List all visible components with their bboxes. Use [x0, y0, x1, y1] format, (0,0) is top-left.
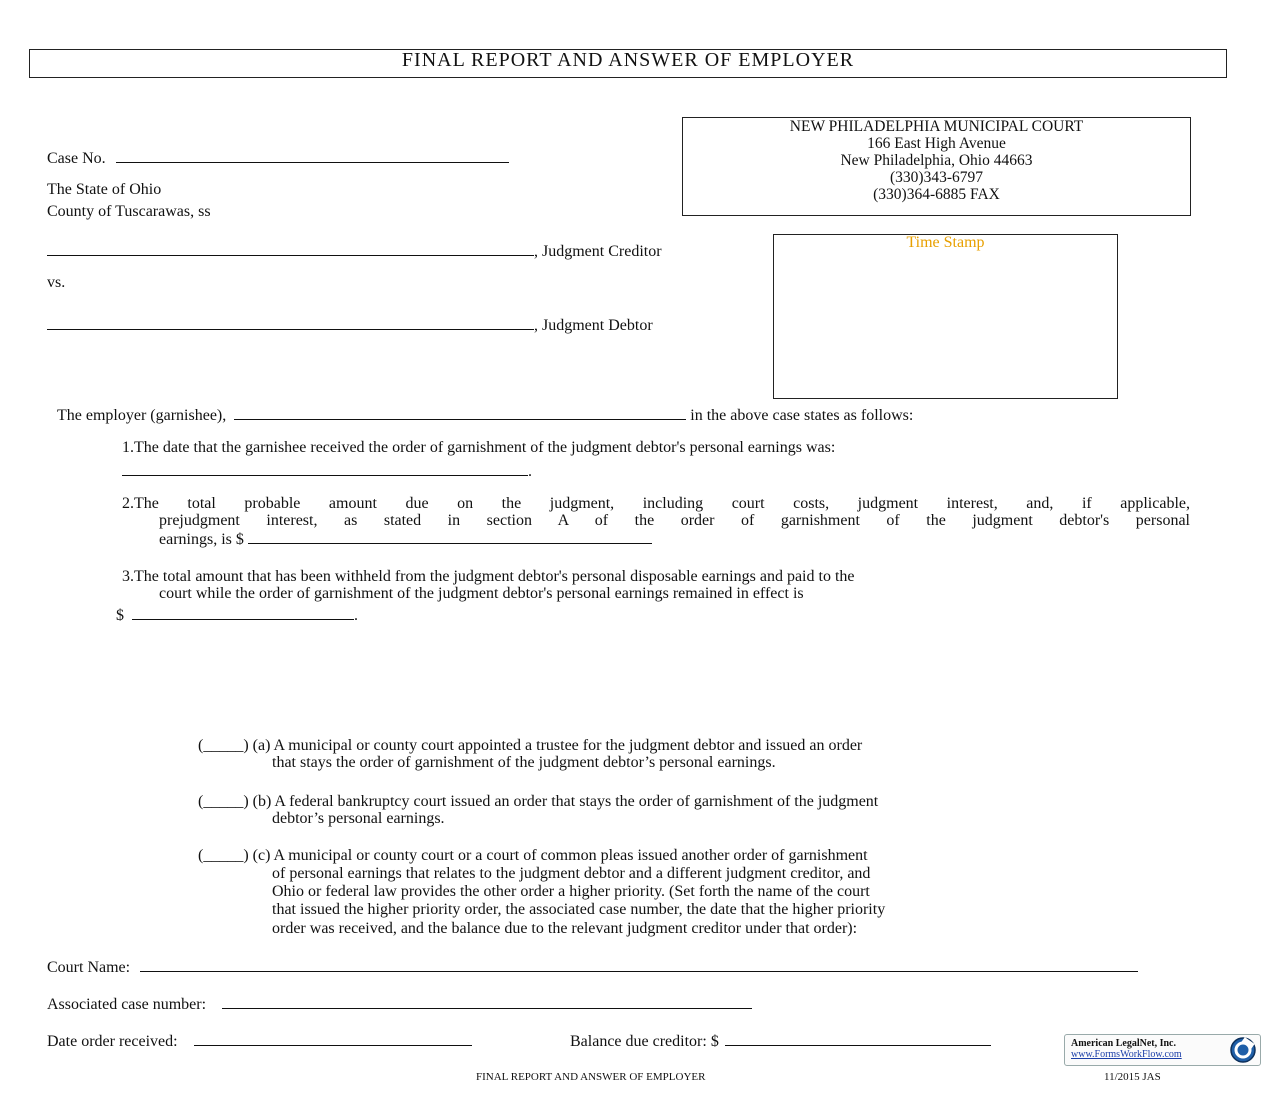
court-name-row: [47, 957, 1138, 977]
option-a-line2: that stays the order of garnishment of the judgment debtor’s personal earnings.: [272, 754, 776, 771]
item-1-end: .: [528, 463, 532, 480]
date-order-row: [47, 1031, 472, 1051]
employer-prefix: The employer (garnishee),: [57, 407, 227, 424]
option-c-line3: Ohio or federal law provides the other order a higher priority. (Set forth the name of the court: [272, 883, 870, 900]
option-c-line2: of personal earnings that relates to the judgment debtor and a different judgment creditor, and: [272, 865, 871, 882]
assoc-case-field[interactable]: [222, 994, 752, 1009]
case-no-row: [47, 148, 509, 168]
court-street: 166 East High Avenue: [867, 135, 1006, 152]
employer-row: [57, 405, 913, 425]
assoc-case-label: Associated case number:: [47, 996, 207, 1013]
globe-logo-icon: [1229, 1036, 1257, 1064]
court-phone: (330)343-6797: [890, 169, 983, 186]
state-label: The State of Ohio: [47, 181, 162, 198]
judgment-debtor-label: , Judgment Debtor: [534, 317, 653, 334]
court-fax: (330)364-6885 FAX: [873, 186, 1000, 203]
item-3-line2: court while the order of garnishment of the judgment debtor's personal earnings remained in effect is: [159, 585, 804, 602]
option-c-line1[interactable]: (_____) (c) A municipal or county court or a court of common pleas issued another order of garnishment: [198, 847, 868, 864]
item-2-line3: earnings, is $: [159, 531, 244, 548]
balance-row: [570, 1031, 991, 1051]
date-order-label: Date order received:: [47, 1033, 178, 1050]
judgment-debtor-field[interactable]: [47, 315, 534, 330]
time-stamp-label: Time Stamp: [906, 234, 985, 251]
probable-amount-field[interactable]: [248, 529, 652, 544]
judgment-creditor-field[interactable]: [47, 241, 534, 256]
option-a-line1[interactable]: (_____) (a) A municipal or county court appointed a trustee for the judgment debtor and issued an order: [198, 737, 863, 754]
item-1-text: 1.The date that the garnishee received the order of garnishment of the judgment debtor's personal earnings was:: [122, 439, 836, 456]
item-3-dollar: $: [116, 607, 124, 624]
badge-url[interactable]: www.FormsWorkFlow.com: [1071, 1049, 1182, 1060]
assoc-case-row: [47, 994, 752, 1014]
withheld-amount-field[interactable]: [132, 605, 354, 620]
court-name-label: Court Name:: [47, 959, 131, 976]
form-title: FINAL REPORT AND ANSWER OF EMPLOYER: [29, 49, 1227, 78]
option-c-line5: order was received, and the balance due to the relevant judgment creditor under that order):: [272, 920, 858, 937]
item-3-amount-row: [116, 605, 358, 625]
county-label: County of Tuscarawas, ss: [47, 203, 211, 220]
case-no-field[interactable]: [116, 148, 509, 163]
legalnet-badge[interactable]: [1064, 1034, 1261, 1066]
footer-code: 11/2015 JAS: [1104, 1071, 1161, 1083]
case-no-label: Case No.: [47, 150, 106, 167]
creditor-row: [47, 241, 662, 261]
versus-label: vs.: [47, 274, 66, 291]
debtor-row: [47, 315, 653, 335]
court-city: New Philadelphia, Ohio 44663: [840, 152, 1033, 169]
option-b-line2: debtor’s personal earnings.: [272, 810, 445, 827]
item-3-line1: 3.The total amount that has been withheld from the judgment debtor's personal disposable earnings and paid to the: [122, 568, 855, 585]
judgment-creditor-label: , Judgment Creditor: [534, 243, 662, 260]
item-2-line2: prejudgment interest, as stated in section A of the order of garnishment of the judgment debtor's personal: [159, 512, 1190, 529]
date-order-field[interactable]: [194, 1031, 472, 1046]
court-address-box: [682, 117, 1191, 216]
balance-label: Balance due creditor: $: [570, 1033, 719, 1050]
time-stamp-box: [773, 234, 1118, 399]
item-2-line3-row: [122, 529, 1190, 548]
item-1-answer-row: [122, 461, 532, 481]
employer-suffix: in the above case states as follows:: [690, 407, 914, 424]
item-2: [122, 495, 1190, 548]
item-3-end: .: [354, 607, 358, 624]
date-received-order-field[interactable]: [122, 461, 528, 476]
footer-title: FINAL REPORT AND ANSWER OF EMPLOYER: [476, 1071, 706, 1083]
court-name-field[interactable]: [140, 957, 1138, 972]
court-name: NEW PHILADELPHIA MUNICIPAL COURT: [789, 118, 1084, 135]
balance-field[interactable]: [725, 1031, 991, 1046]
employer-name-field[interactable]: [234, 405, 686, 420]
option-b-line1[interactable]: (_____) (b) A federal bankruptcy court issued an order that stays the order of garnishment of the judgment: [198, 793, 879, 810]
badge-name: American LegalNet, Inc.: [1071, 1038, 1176, 1049]
item-2-line1: 2.The total probable amount due on the judgment, including court costs, judgment interest, and, if applicable,: [122, 495, 1190, 512]
option-c-line4: that issued the higher priority order, the associated case number, the date that the higher priority: [272, 901, 886, 918]
